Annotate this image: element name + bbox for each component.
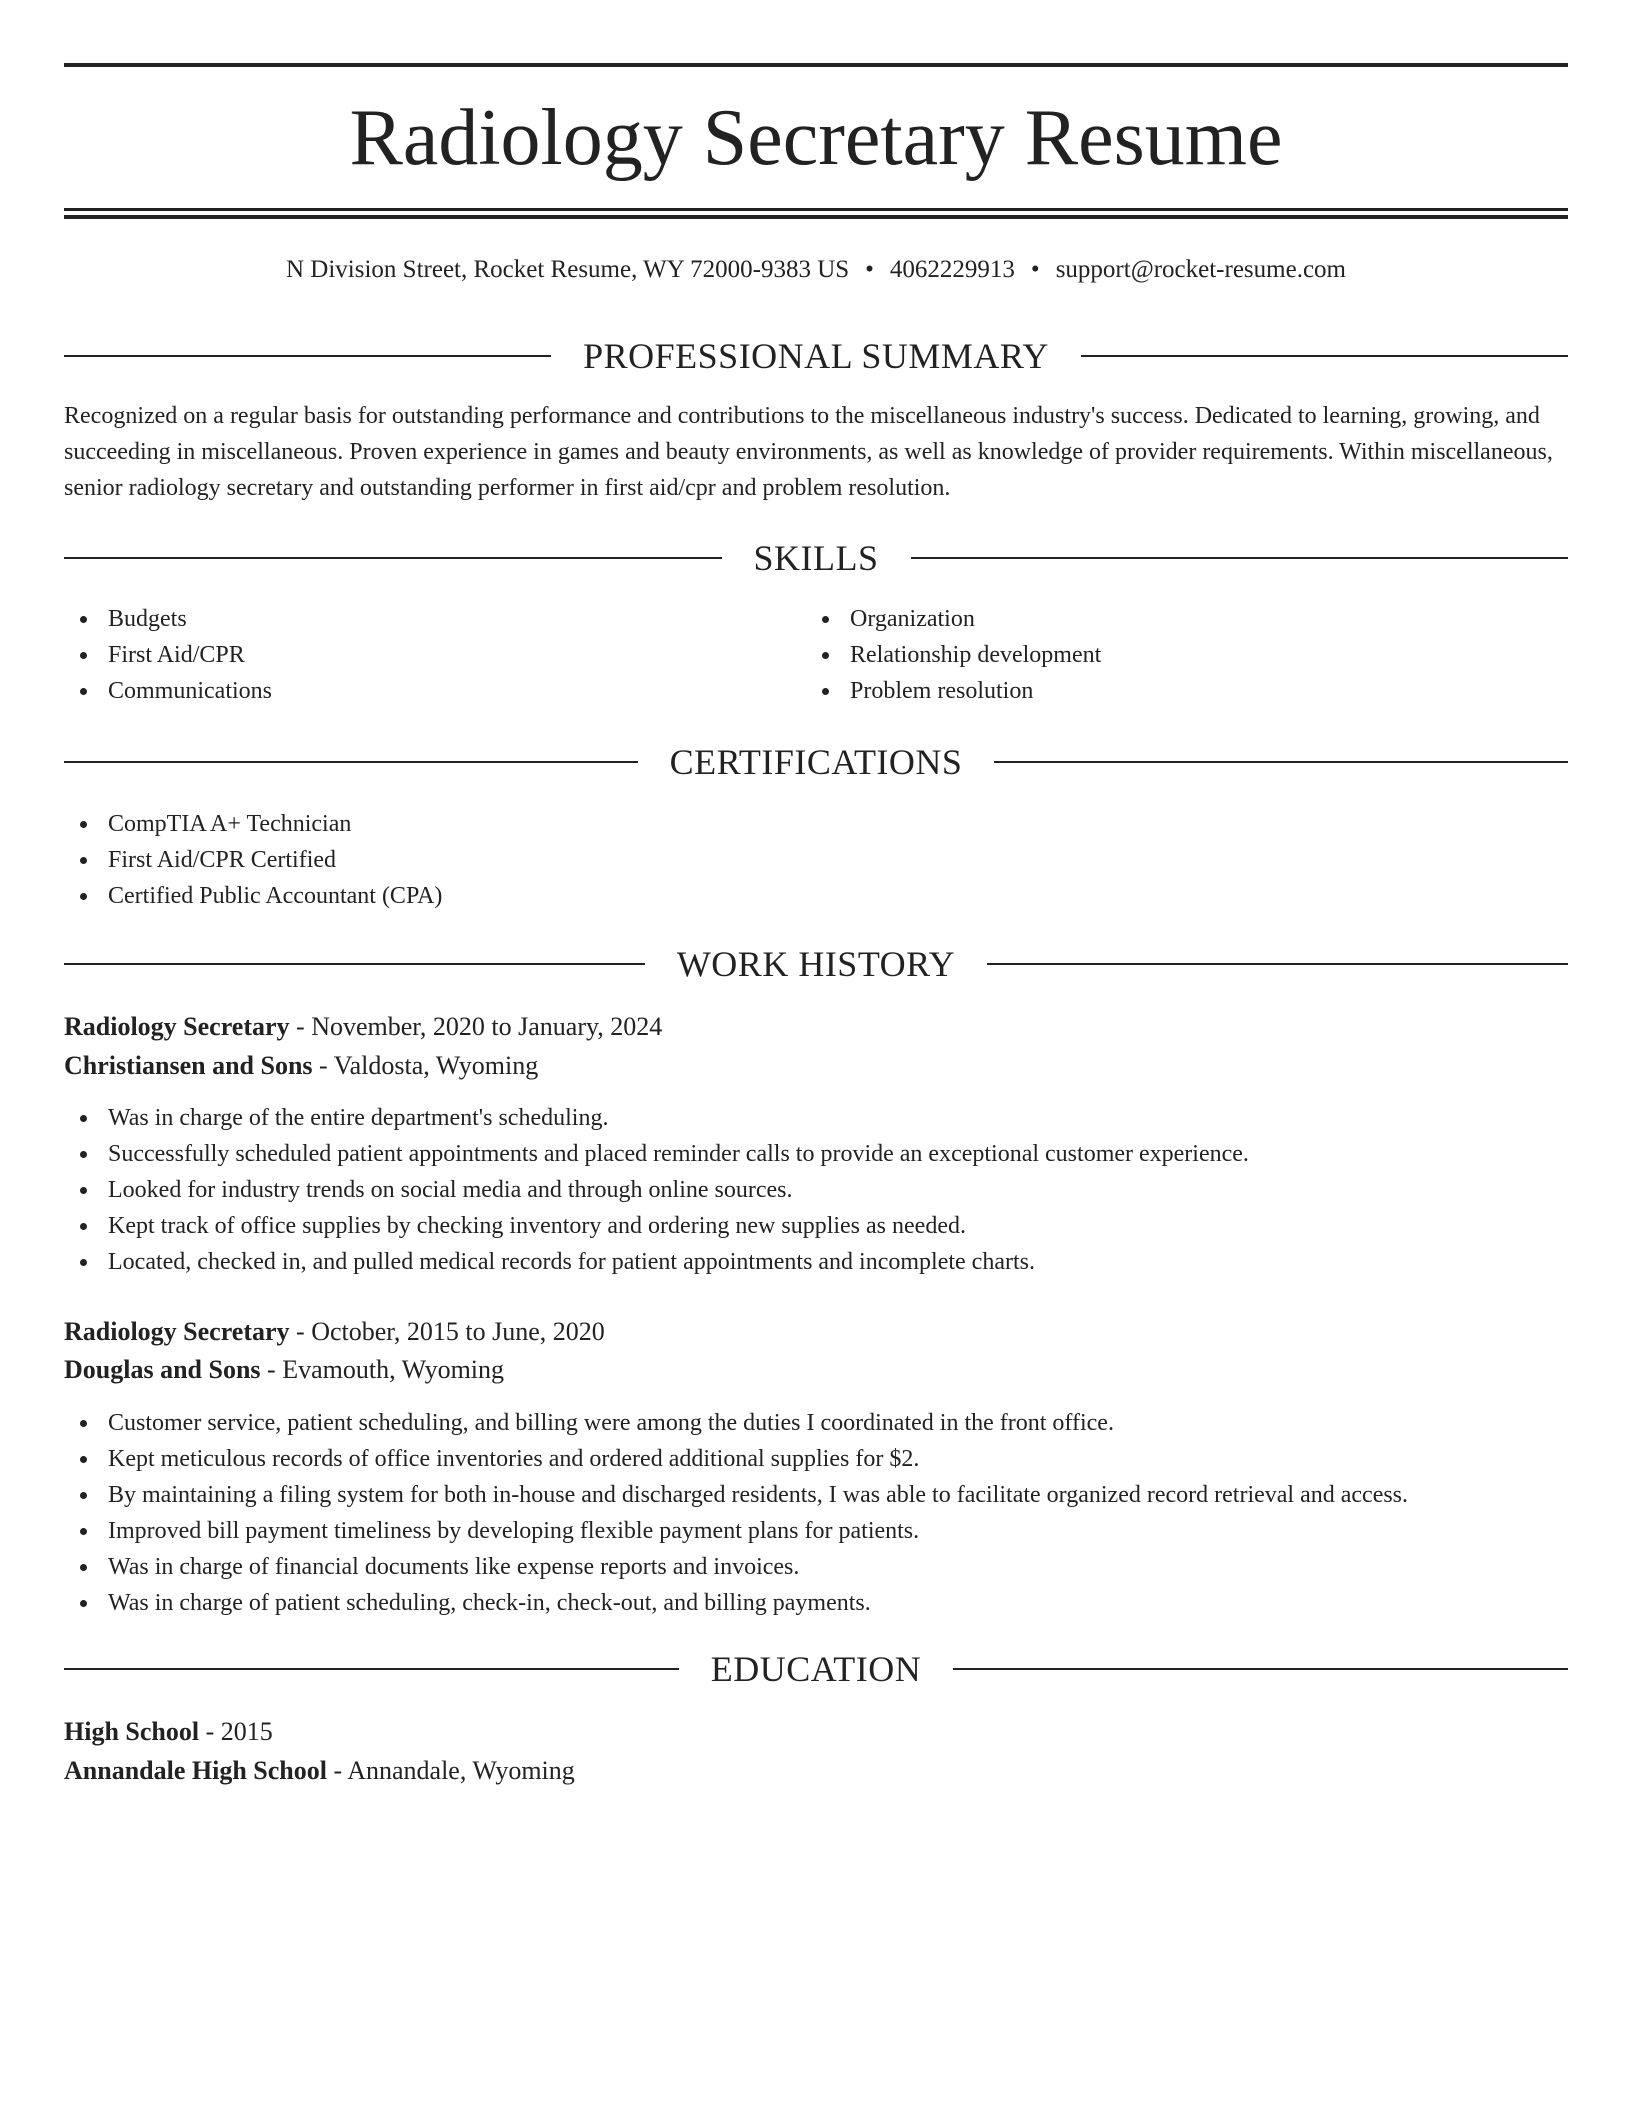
job-duty-item: Was in charge of the entire department's scheduling. xyxy=(64,1100,1568,1136)
job-title: Radiology Secretary xyxy=(64,1012,290,1041)
certification-item: CompTIA A+ Technician xyxy=(64,806,1568,842)
contact-separator: • xyxy=(1030,256,1040,283)
job-duty-item: Customer service, patient scheduling, and billing were among the duties I coordinated in the front office. xyxy=(64,1405,1568,1441)
certification-item: First Aid/CPR Certified xyxy=(64,842,1568,878)
skills-list-right xyxy=(806,601,1546,709)
section-title: PROFESSIONAL SUMMARY xyxy=(583,336,1049,376)
section-title: CERTIFICATIONS xyxy=(669,742,963,782)
top-rule xyxy=(64,63,1568,67)
job-title-line xyxy=(64,1007,1568,1047)
divider xyxy=(64,761,638,763)
job-title-line xyxy=(64,1312,1568,1352)
section-heading-education xyxy=(64,1646,1568,1692)
skill-item: Organization xyxy=(806,601,1546,637)
divider xyxy=(911,557,1569,559)
section-heading-certifications xyxy=(64,739,1568,785)
contact-address: N Division Street, Rocket Resume, WY 72000-9383 US xyxy=(286,256,850,283)
title-rule-upper xyxy=(64,208,1568,211)
divider xyxy=(64,557,722,559)
job-company-line xyxy=(64,1046,1568,1086)
divider xyxy=(64,963,645,965)
job-dates: - October, 2015 to June, 2020 xyxy=(289,1317,605,1346)
job-company: Christiansen and Sons xyxy=(64,1051,313,1080)
section-heading-work-history xyxy=(64,941,1568,987)
divider xyxy=(64,355,551,357)
divider xyxy=(987,963,1568,965)
skill-item: Budgets xyxy=(64,601,804,637)
job-duties-list xyxy=(64,1405,1568,1621)
section-heading-summary xyxy=(64,333,1568,379)
education-school: Annandale High School xyxy=(64,1756,327,1785)
job-duty-item: Successfully scheduled patient appointments and placed reminder calls to provide an exceptional customer experience. xyxy=(64,1136,1568,1172)
section-heading-skills xyxy=(64,535,1568,581)
education-degree: High School xyxy=(64,1717,200,1746)
job-location: - Evamouth, Wyoming xyxy=(260,1355,505,1384)
skill-item: Communications xyxy=(64,673,804,709)
contact-phone: 4062229913 xyxy=(889,256,1015,283)
job-title: Radiology Secretary xyxy=(64,1317,290,1346)
skills-list-left xyxy=(64,601,804,709)
job-duty-item: Located, checked in, and pulled medical records for patient appointments and incomplete charts. xyxy=(64,1244,1568,1280)
skill-item: Relationship development xyxy=(806,637,1546,673)
skill-item: First Aid/CPR xyxy=(64,637,804,673)
divider xyxy=(953,1668,1568,1670)
resume-title: Radiology Secretary Resume xyxy=(349,94,1283,182)
section-title: WORK HISTORY xyxy=(676,944,956,984)
job-company: Douglas and Sons xyxy=(64,1355,261,1384)
job-dates: - November, 2020 to January, 2024 xyxy=(289,1012,663,1041)
contact-email: support@rocket-resume.com xyxy=(1055,256,1346,283)
job-duty-item: Kept meticulous records of office inventories and ordered additional supplies for $2. xyxy=(64,1441,1568,1477)
job-location: - Valdosta, Wyoming xyxy=(312,1051,539,1080)
job-duty-item: Looked for industry trends on social media and through online sources. xyxy=(64,1172,1568,1208)
contact-line xyxy=(64,252,1568,288)
job-duty-item: By maintaining a filing system for both in-house and discharged residents, I was able to facilitate organized record retrieval and access. xyxy=(64,1477,1568,1513)
job-duty-item: Kept track of office supplies by checking inventory and ordering new supplies as needed. xyxy=(64,1208,1568,1244)
summary-text: Recognized on a regular basis for outstanding performance and contributions to the miscellaneous industry's success. Dedicated to learning, growing, and succeeding in miscellaneous. Proven experience in games and beauty environments, as well as knowledge of provider requirements. Within miscellaneous, senior radiology secretary and outstanding performer in first aid/cpr and problem resolution. xyxy=(64,403,1553,501)
certification-item: Certified Public Accountant (CPA) xyxy=(64,878,1568,914)
skill-item: Problem resolution xyxy=(806,673,1546,709)
job-duty-item: Was in charge of financial documents like expense reports and invoices. xyxy=(64,1549,1568,1585)
divider xyxy=(64,1668,679,1670)
certifications-list xyxy=(64,806,1568,914)
job-duties-list xyxy=(64,1100,1568,1280)
contact-separator: • xyxy=(865,256,874,283)
divider xyxy=(994,761,1568,763)
title-rule-lower xyxy=(64,215,1568,219)
section-title: SKILLS xyxy=(753,538,879,578)
job-company-line xyxy=(64,1350,1568,1390)
education-location: - Annandale, Wyoming xyxy=(326,1756,575,1785)
education-school-line xyxy=(64,1751,1568,1791)
education-degree-line xyxy=(64,1712,1568,1752)
divider xyxy=(1081,355,1568,357)
job-duty-item: Improved bill payment timeliness by developing flexible payment plans for patients. xyxy=(64,1513,1568,1549)
section-title: EDUCATION xyxy=(710,1649,922,1689)
education-year: - 2015 xyxy=(199,1717,273,1746)
job-duty-item: Was in charge of patient scheduling, check-in, check-out, and billing payments. xyxy=(64,1585,1568,1621)
